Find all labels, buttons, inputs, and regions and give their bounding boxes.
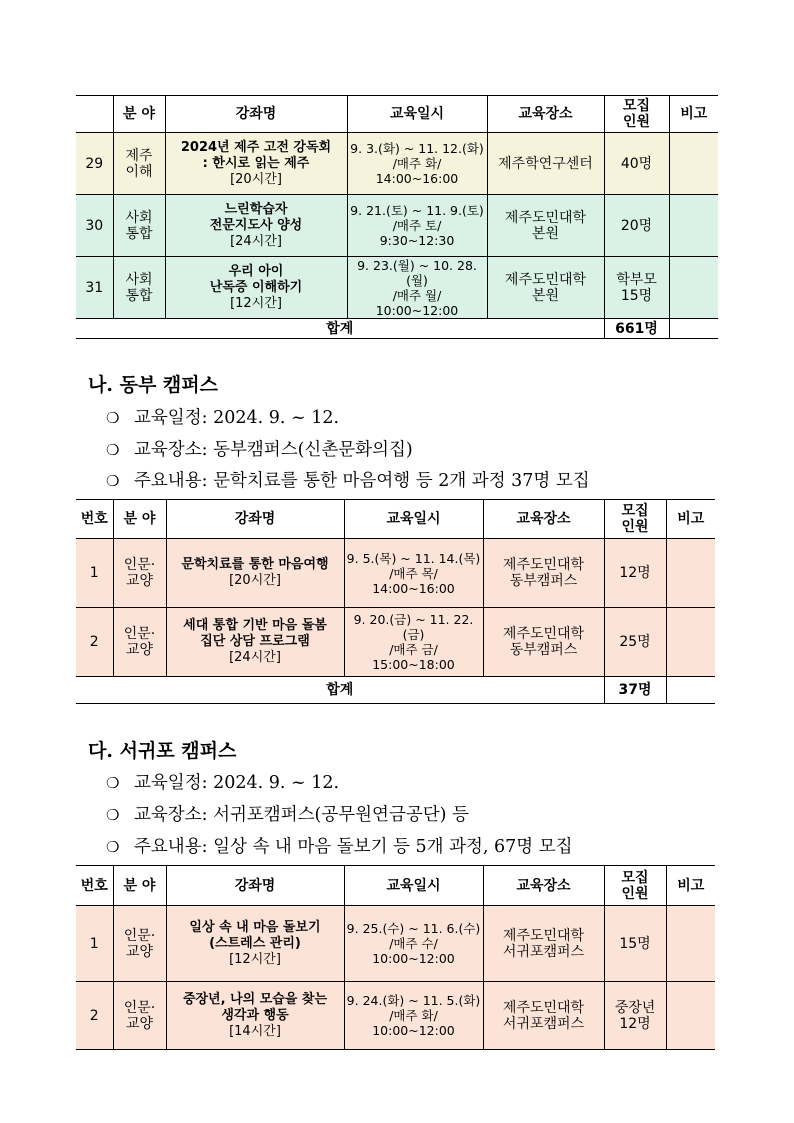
row-count: 12명: [604, 539, 666, 608]
header-note: 비고: [666, 866, 715, 906]
table-row: [76, 608, 715, 677]
row-place: 제주도민대학 본원: [487, 257, 604, 319]
row-count: 25명: [604, 608, 666, 677]
row-field: 인문· 교양: [113, 906, 166, 982]
row-count: 40명: [604, 133, 669, 195]
row-number: 2: [76, 608, 113, 677]
header-field: 분 야: [113, 866, 166, 906]
row-number: 2: [76, 982, 113, 1050]
bullet-item: ❍ 교육일정: 2024. 9. ~ 12.: [106, 773, 340, 793]
circle-bullet-icon: ❍: [106, 838, 120, 856]
total-row: [76, 319, 718, 339]
row-place: 제주도민대학 서귀포캠퍼스: [483, 982, 604, 1050]
table-row: [76, 257, 718, 319]
row-date: 9. 3.(화) ~ 11. 12.(화) /매주 화/ 14:00~16:00: [347, 133, 487, 195]
total-note: [666, 677, 715, 704]
row-title: 느린학습자 전문지도사 양성 [24시간]: [165, 195, 347, 257]
total-value: 661명: [604, 319, 669, 339]
circle-bullet-icon: ❍: [106, 774, 120, 792]
header-place: 교육장소: [483, 866, 604, 906]
header-count: 모집 인원: [604, 96, 669, 133]
row-number: 1: [76, 539, 113, 608]
bullet-item: ❍ 교육장소: 서귀포캠퍼스(공무원연금공단) 등: [106, 805, 469, 825]
table-row: [76, 133, 718, 195]
row-place: 제주도민대학 동부캠퍼스: [483, 539, 604, 608]
circle-bullet-icon: ❍: [106, 441, 120, 459]
table-row: [76, 906, 715, 982]
row-place: 제주도민대학 본원: [487, 195, 604, 257]
row-note: [669, 133, 718, 195]
row-note: [666, 982, 715, 1050]
row-title: 세대 통합 기반 마음 돌봄 집단 상담 프로그램 [24시간]: [166, 608, 344, 677]
row-field: 인문· 교양: [113, 982, 166, 1050]
header-field: 분 야: [113, 500, 166, 539]
row-title: 문학치료를 통한 마음여행 [20시간]: [166, 539, 344, 608]
row-note: [669, 257, 718, 319]
row-title: 일상 속 내 마음 돌보기 (스트레스 관리) [12시간]: [166, 906, 344, 982]
row-field: 인문· 교양: [113, 539, 166, 608]
header-note: 비고: [669, 96, 718, 133]
row-date: 9. 25.(수) ~ 11. 6.(수) /매주 수/ 10:00~12:00: [344, 906, 483, 982]
row-note: [669, 195, 718, 257]
row-place: 제주학연구센터: [487, 133, 604, 195]
bullet-item: ❍ 교육일정: 2024. 9. ~ 12.: [106, 408, 340, 428]
circle-bullet-icon: ❍: [106, 409, 120, 427]
header-date: 교육일시: [344, 866, 483, 906]
row-date: 9. 24.(화) ~ 11. 5.(화) /매주 화/ 10:00~12:00: [344, 982, 483, 1050]
row-date: 9. 23.(월) ~ 10. 28.(월) /매주 월/ 10:00~12:00: [347, 257, 487, 319]
header-number: [76, 96, 113, 133]
circle-bullet-icon: ❍: [106, 806, 120, 824]
circle-bullet-icon: ❍: [106, 472, 120, 490]
total-label: 합계: [76, 319, 604, 339]
bullet-item: ❍ 주요내용: 일상 속 내 마음 돌보기 등 5개 과정, 67명 모집: [106, 837, 573, 857]
row-field: 사회 통합: [113, 195, 165, 257]
total-row: [76, 677, 715, 704]
header-place: 교육장소: [487, 96, 604, 133]
header-count: 모집 인원: [604, 500, 666, 539]
row-field: 사회 통합: [113, 257, 165, 319]
row-title: 우리 아이 난독증 이해하기 [12시간]: [165, 257, 347, 319]
course-table-main: [76, 95, 718, 339]
header-date: 교육일시: [347, 96, 487, 133]
course-table-seogwipo: [76, 865, 715, 1050]
row-date: 9. 21.(토) ~ 11. 9.(토) /매주 토/ 9:30~12:30: [347, 195, 487, 257]
row-number: 30: [76, 195, 113, 257]
row-title: 2024년 제주 고전 강독회 : 한시로 읽는 제주 [20시간]: [165, 133, 347, 195]
row-count: 15명: [604, 906, 666, 982]
header-date: 교육일시: [344, 500, 483, 539]
header-title: 강좌명: [166, 500, 344, 539]
row-count: 중장년 12명: [604, 982, 666, 1050]
row-date: 9. 5.(목) ~ 11. 14.(목) /매주 목/ 14:00~16:00: [344, 539, 483, 608]
row-place: 제주도민대학 동부캠퍼스: [483, 608, 604, 677]
section-heading-east: 나. 동부 캠퍼스: [88, 374, 218, 396]
header-note: 비고: [666, 500, 715, 539]
bullet-item: ❍ 주요내용: 문학치료를 통한 마음여행 등 2개 과정 37명 모집: [106, 471, 590, 491]
row-date: 9. 20.(금) ~ 11. 22.(금) /매주 금/ 15:00~18:00: [344, 608, 483, 677]
row-number: 1: [76, 906, 113, 982]
row-title: 중장년, 나의 모습을 찾는 생각과 행동 [14시간]: [166, 982, 344, 1050]
row-count: 학부모 15명: [604, 257, 669, 319]
total-value: 37명: [604, 677, 666, 704]
table-row: [76, 195, 718, 257]
row-place: 제주도민대학 서귀포캠퍼스: [483, 906, 604, 982]
table-row: [76, 539, 715, 608]
header-place: 교육장소: [483, 500, 604, 539]
course-table-east: [76, 499, 715, 704]
total-note: [669, 319, 718, 339]
header-field: 분 야: [113, 96, 165, 133]
row-field: 제주 이해: [113, 133, 165, 195]
header-title: 강좌명: [166, 866, 344, 906]
row-note: [666, 608, 715, 677]
row-note: [666, 906, 715, 982]
header-number: 번호: [76, 500, 113, 539]
section-heading-seogwipo: 다. 서귀포 캠퍼스: [88, 740, 237, 762]
row-count: 20명: [604, 195, 669, 257]
header-title: 강좌명: [165, 96, 347, 133]
bullet-item: ❍ 교육장소: 동부캠퍼스(신촌문화의집): [106, 440, 413, 460]
row-number: 31: [76, 257, 113, 319]
row-note: [666, 539, 715, 608]
table-row: [76, 982, 715, 1050]
header-count: 모집 인원: [604, 866, 666, 906]
row-field: 인문· 교양: [113, 608, 166, 677]
row-number: 29: [76, 133, 113, 195]
total-label: 합계: [76, 677, 604, 704]
header-number: 번호: [76, 866, 113, 906]
